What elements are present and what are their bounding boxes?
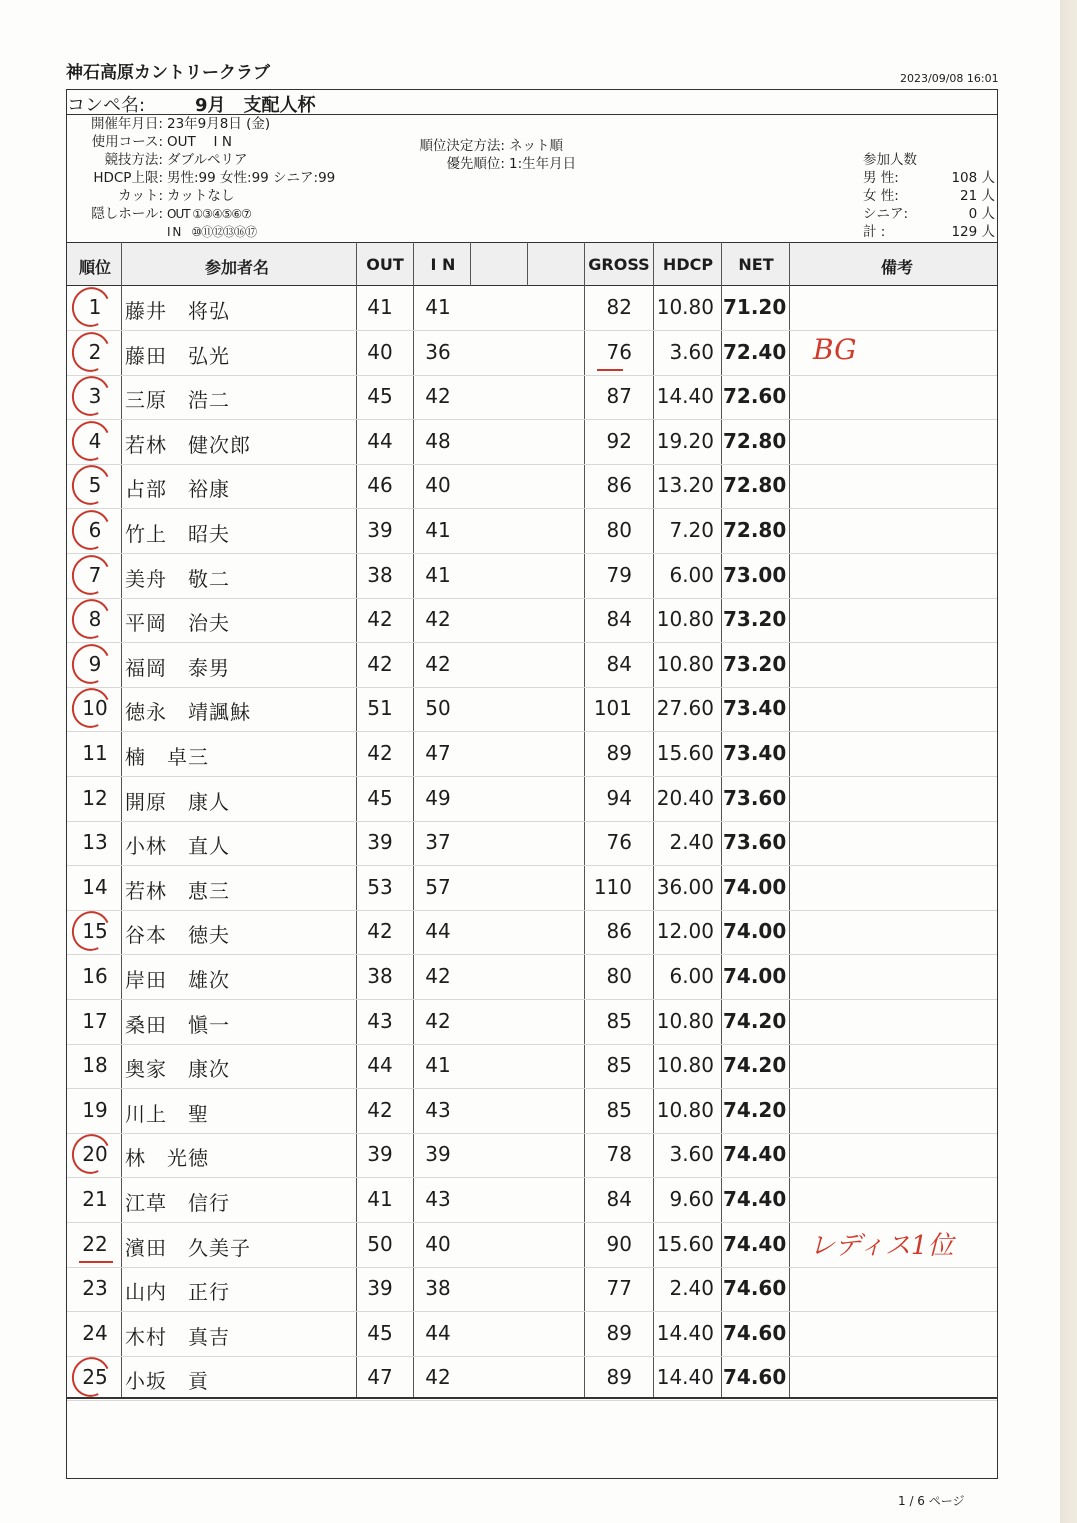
gross-cell: 86	[606, 473, 632, 498]
in-cell: 44	[425, 919, 451, 944]
rank-cell: 12	[82, 785, 108, 810]
info-value: 1:生年月日	[509, 156, 577, 172]
rank-cell: 23	[82, 1276, 108, 1301]
info-label: 競技方法:	[104, 152, 163, 168]
participant-value: 108 人	[951, 170, 995, 186]
out-cell: 39	[367, 830, 393, 855]
gross-cell: 84	[606, 651, 632, 676]
in-cell: 36	[425, 339, 451, 364]
rank-cell: 10	[82, 696, 108, 721]
hdcp-cell: 10.80	[656, 607, 714, 632]
participant-line	[863, 223, 995, 241]
info-label: 順位決定方法:	[419, 138, 505, 154]
hdcp-cell: 7.20	[669, 518, 714, 542]
gross-cell: 77	[606, 1276, 632, 1301]
info-line	[67, 205, 335, 223]
hdcp-cell: 36.00	[656, 874, 714, 899]
gross-cell: 86	[606, 919, 632, 944]
hdcp-cell: 10.80	[656, 295, 714, 319]
out-cell: 42	[367, 919, 393, 944]
in-cell: 38	[425, 1276, 451, 1301]
net-cell: 73.40	[723, 696, 787, 721]
in-cell: 42	[425, 384, 451, 409]
info-line	[377, 155, 576, 173]
rank-cell: 6	[88, 518, 102, 542]
name-cell: 岸田 雄次	[125, 968, 230, 992]
name-cell: 若林 恵三	[125, 878, 230, 903]
hdcp-cell: 13.20	[656, 473, 714, 498]
net-cell: 74.00	[723, 964, 787, 988]
rank-cell: 21	[82, 1187, 108, 1211]
out-cell: 39	[367, 1142, 393, 1167]
table-row	[67, 1044, 997, 1089]
in-cell: 43	[425, 1187, 451, 1211]
net-cell: 74.60	[723, 1276, 787, 1301]
club-name: 神石高原カントリークラブ	[66, 63, 270, 83]
hdcp-cell: 2.40	[669, 1276, 714, 1301]
gross-cell: 101	[593, 696, 632, 721]
out-cell: 51	[367, 696, 393, 721]
name-cell: 楠 卓三	[125, 745, 209, 769]
hdcp-cell: 10.80	[656, 1097, 714, 1122]
participant-line	[863, 187, 995, 205]
paper-edge	[1060, 0, 1077, 1523]
info-line	[67, 169, 335, 187]
in-cell: 41	[425, 1053, 451, 1078]
hdcp-cell: 12.00	[656, 919, 714, 944]
in-cell: 42	[425, 1008, 451, 1033]
name-cell: 福岡 泰男	[125, 655, 230, 680]
gross-cell: 82	[606, 295, 632, 319]
net-cell: 72.60	[723, 384, 787, 409]
net-cell: 73.20	[723, 651, 787, 676]
header-gross: GROSS	[588, 255, 650, 274]
in-cell: 40	[425, 1231, 451, 1256]
header-net: NET	[738, 255, 774, 274]
table-row	[67, 464, 997, 509]
net-cell: 74.40	[723, 1187, 787, 1211]
out-cell: 38	[367, 562, 393, 587]
hdcp-cell: 20.40	[656, 785, 714, 810]
table-row	[67, 687, 997, 732]
out-cell: 50	[367, 1231, 393, 1256]
results-frame	[66, 89, 998, 1479]
table-row	[67, 509, 997, 554]
name-cell: 開原 康人	[125, 789, 230, 814]
name-cell: 三原 浩二	[125, 388, 230, 413]
gross-cell: 89	[606, 1365, 632, 1390]
handwritten-note: レディス1位	[809, 1230, 954, 1261]
out-cell: 47	[367, 1365, 393, 1390]
in-cell: 50	[425, 696, 451, 721]
info-line	[377, 137, 576, 155]
net-cell: 74.40	[723, 1142, 787, 1167]
out-cell: 46	[367, 473, 393, 498]
out-cell: 45	[367, 785, 393, 810]
table-row	[67, 732, 997, 777]
handwritten-note: BG	[813, 332, 857, 366]
table-row	[67, 1312, 997, 1357]
hdcp-cell: 14.40	[656, 1365, 714, 1390]
gross-cell: 80	[606, 964, 632, 988]
gross-cell: 85	[606, 1008, 632, 1033]
rank-cell: 24	[82, 1320, 108, 1345]
info-value: ネット順	[509, 138, 563, 154]
participant-counts	[863, 151, 995, 241]
info-label: 隠しホール:	[91, 206, 163, 222]
out-cell: 43	[367, 1008, 393, 1033]
out-cell: 42	[367, 607, 393, 632]
name-cell: 占部 裕康	[125, 477, 230, 502]
name-cell: 奥家 康次	[125, 1057, 230, 1082]
in-cell: 41	[425, 562, 451, 587]
net-cell: 73.60	[723, 830, 787, 855]
participant-line	[863, 205, 995, 223]
net-cell: 74.60	[723, 1320, 787, 1345]
rank-cell: 22	[82, 1231, 108, 1256]
info-line	[67, 151, 335, 169]
net-cell: 74.20	[723, 1097, 787, 1122]
info-line	[67, 223, 335, 241]
rank-cell: 2	[88, 339, 102, 364]
out-cell: 45	[367, 1320, 393, 1345]
in-cell: 44	[425, 1320, 451, 1345]
header-out: OUT	[366, 255, 404, 274]
gross-cell: 80	[606, 518, 632, 542]
gross-cell: 94	[606, 785, 632, 810]
rank-cell: 18	[82, 1053, 108, 1078]
rank-cell: 13	[82, 830, 108, 855]
print-datetime: 2023/09/08 16:01	[900, 72, 999, 85]
table-row	[67, 1133, 997, 1178]
out-cell: 42	[367, 1097, 393, 1122]
gross-cell: 85	[606, 1097, 632, 1122]
rank-cell: 15	[82, 919, 108, 944]
info-label: カット:	[118, 188, 163, 204]
rank-underline-mark	[79, 1261, 113, 1263]
name-cell: 若林 健次郎	[125, 432, 251, 457]
name-cell: 小林 直人	[125, 834, 230, 859]
net-cell: 71.20	[723, 295, 787, 319]
in-cell: 42	[425, 1365, 451, 1390]
name-cell: 谷本 徳夫	[125, 923, 230, 948]
info-value: I N ⑩⑪⑫⑬⑯⑰	[167, 225, 257, 239]
gross-cell: 110	[593, 874, 632, 899]
in-cell: 49	[425, 785, 451, 810]
hdcp-cell: 10.80	[656, 1053, 714, 1078]
gross-underline-mark	[597, 369, 623, 371]
table-header	[67, 242, 997, 286]
participant-value: 129 人	[951, 224, 995, 240]
hdcp-cell: 6.00	[669, 562, 714, 587]
info-line	[67, 133, 335, 151]
rank-cell: 20	[82, 1142, 108, 1167]
col-divider	[527, 242, 528, 286]
rank-cell: 3	[88, 384, 102, 409]
header-name: 参加者名	[204, 258, 269, 277]
rank-cell: 4	[88, 428, 102, 453]
hdcp-cell: 6.00	[669, 964, 714, 988]
in-cell: 43	[425, 1097, 451, 1122]
in-cell: 47	[425, 741, 451, 765]
out-cell: 40	[367, 339, 393, 364]
net-cell: 74.00	[723, 919, 787, 944]
rank-cell: 17	[82, 1008, 108, 1033]
out-cell: 53	[367, 874, 393, 899]
col-divider	[470, 242, 471, 286]
name-cell: 藤田 弘光	[125, 343, 230, 368]
table-row	[67, 1356, 997, 1401]
name-cell: 林 光徳	[125, 1146, 209, 1171]
info-line	[67, 187, 335, 205]
net-cell: 73.00	[723, 562, 787, 587]
rank-cell: 11	[82, 741, 108, 765]
name-cell: 江草 信行	[125, 1191, 230, 1215]
net-cell: 73.20	[723, 607, 787, 632]
rank-cell: 5	[88, 473, 102, 498]
net-cell: 72.80	[723, 428, 787, 453]
info-label: HDCP上限:	[93, 170, 163, 186]
header-hdcp: HDCP	[662, 255, 714, 274]
rank-cell: 14	[82, 874, 108, 899]
in-cell: 42	[425, 651, 451, 676]
gross-cell: 89	[606, 1320, 632, 1345]
participant-value: 0 人	[968, 206, 995, 222]
rank-cell: 25	[82, 1365, 108, 1390]
table-row	[67, 375, 997, 420]
hdcp-cell: 19.20	[656, 428, 714, 453]
net-cell: 74.00	[723, 874, 787, 899]
gross-cell: 92	[606, 428, 632, 453]
in-cell: 42	[425, 607, 451, 632]
in-cell: 41	[425, 295, 451, 319]
out-cell: 44	[367, 1053, 393, 1078]
participant-line	[863, 169, 995, 187]
name-cell: 藤井 将弘	[125, 299, 230, 323]
rank-cell: 16	[82, 964, 108, 988]
net-cell: 74.20	[723, 1008, 787, 1033]
net-cell: 73.40	[723, 741, 787, 765]
table-row	[67, 1267, 997, 1312]
table-row	[67, 1178, 997, 1223]
table-row	[67, 866, 997, 911]
out-cell: 45	[367, 384, 393, 409]
event-info	[67, 115, 335, 241]
rank-cell: 1	[88, 295, 102, 319]
info-value: 23年9月8日 (金)	[167, 116, 271, 132]
in-cell: 41	[425, 518, 451, 542]
in-cell: 40	[425, 473, 451, 498]
out-cell: 42	[367, 651, 393, 676]
ranking-info	[377, 137, 576, 173]
in-cell: 48	[425, 428, 451, 453]
gross-cell: 87	[606, 384, 632, 409]
gross-cell: 89	[606, 741, 632, 765]
gross-cell: 84	[606, 1187, 632, 1211]
name-cell: 小坂 貢	[125, 1369, 209, 1394]
rank-cell: 7	[88, 562, 102, 587]
out-cell: 41	[367, 1187, 393, 1211]
hdcp-cell: 2.40	[669, 830, 714, 855]
net-cell: 72.80	[723, 518, 787, 542]
hdcp-cell: 15.60	[656, 1231, 714, 1256]
info-value: ダブルペリア	[167, 152, 248, 168]
gross-cell: 78	[606, 1142, 632, 1167]
rank-cell: 19	[82, 1097, 108, 1122]
in-cell: 57	[425, 874, 451, 899]
info-line	[67, 115, 335, 133]
rank-cell: 8	[88, 607, 102, 632]
header-note: 備考	[880, 258, 913, 277]
info-label: 優先順位:	[446, 156, 505, 172]
hdcp-cell: 14.40	[656, 1320, 714, 1345]
in-cell: 37	[425, 830, 451, 855]
info-label: 開催年月日:	[90, 116, 163, 132]
compe-name: 9月 支配人杯	[195, 95, 316, 116]
name-cell: 平岡 治夫	[125, 611, 230, 636]
table-row	[67, 554, 997, 599]
info-value: OUT ①③④⑤⑥⑦	[167, 207, 251, 221]
out-cell: 44	[367, 428, 393, 453]
hdcp-cell: 14.40	[656, 384, 714, 409]
out-cell: 39	[367, 518, 393, 542]
out-cell: 38	[367, 964, 393, 988]
compe-row	[67, 90, 997, 115]
net-cell: 74.40	[723, 1231, 787, 1256]
header-in: I N	[430, 255, 456, 274]
hdcp-cell: 3.60	[669, 339, 714, 364]
table-row	[67, 777, 997, 822]
participant-label: シニア:	[863, 206, 909, 222]
rank-cell: 9	[88, 651, 102, 676]
table-row	[67, 1223, 997, 1268]
net-cell: 73.60	[723, 785, 787, 810]
hdcp-cell: 9.60	[669, 1187, 714, 1211]
name-cell: 濱田 久美子	[125, 1235, 251, 1260]
name-cell: 山内 正行	[125, 1280, 230, 1305]
table-bottom-rule	[67, 1397, 997, 1399]
gross-cell: 90	[606, 1231, 632, 1256]
net-cell: 74.20	[723, 1053, 787, 1078]
hdcp-cell: 27.60	[656, 696, 714, 721]
table-row	[67, 1000, 997, 1045]
hdcp-cell: 15.60	[656, 741, 714, 765]
net-cell: 74.60	[723, 1365, 787, 1390]
name-cell: 桑田 愼一	[125, 1012, 230, 1037]
participant-label: 男 性:	[863, 170, 899, 186]
info-label: 使用コース:	[91, 134, 163, 150]
in-cell: 42	[425, 964, 451, 988]
gross-cell: 76	[606, 339, 632, 364]
hdcp-cell: 3.60	[669, 1142, 714, 1167]
table-row	[67, 955, 997, 1000]
net-cell: 72.40	[723, 339, 787, 364]
table-row	[67, 420, 997, 465]
gross-cell: 84	[606, 607, 632, 632]
out-cell: 41	[367, 295, 393, 319]
gross-cell: 79	[606, 562, 632, 587]
gross-cell: 76	[606, 830, 632, 855]
gross-cell: 85	[606, 1053, 632, 1078]
name-cell: 美舟 敬二	[125, 566, 230, 591]
table-row	[67, 821, 997, 866]
name-cell: 木村 真吉	[125, 1324, 230, 1349]
info-value: 男性:99 女性:99 シニア:99	[167, 170, 336, 186]
header-rank: 順位	[78, 258, 111, 277]
table-row	[67, 598, 997, 643]
info-value: OUT I N	[167, 134, 232, 150]
compe-label: コンペ名:	[67, 95, 146, 116]
table-row	[67, 286, 997, 331]
name-cell: 川上 聖	[125, 1101, 209, 1126]
name-cell: 徳永 靖諷鮇	[125, 700, 251, 725]
participants-title: 参加人数	[863, 152, 917, 168]
participant-value: 21 人	[960, 188, 995, 204]
hdcp-cell: 10.80	[656, 1008, 714, 1033]
info-value: カットなし	[167, 188, 235, 204]
table-row	[67, 1089, 997, 1134]
table-row	[67, 910, 997, 955]
in-cell: 39	[425, 1142, 451, 1167]
table-row	[67, 643, 997, 688]
participant-label: 計 :	[863, 224, 886, 240]
page-number: 1 / 6 ページ	[898, 1494, 965, 1508]
hdcp-cell: 10.80	[656, 651, 714, 676]
net-cell: 72.80	[723, 473, 787, 498]
participant-label: 女 性:	[863, 188, 899, 204]
out-cell: 39	[367, 1276, 393, 1301]
out-cell: 42	[367, 741, 393, 765]
name-cell: 竹上 昭夫	[125, 522, 230, 546]
table-row	[67, 331, 997, 376]
